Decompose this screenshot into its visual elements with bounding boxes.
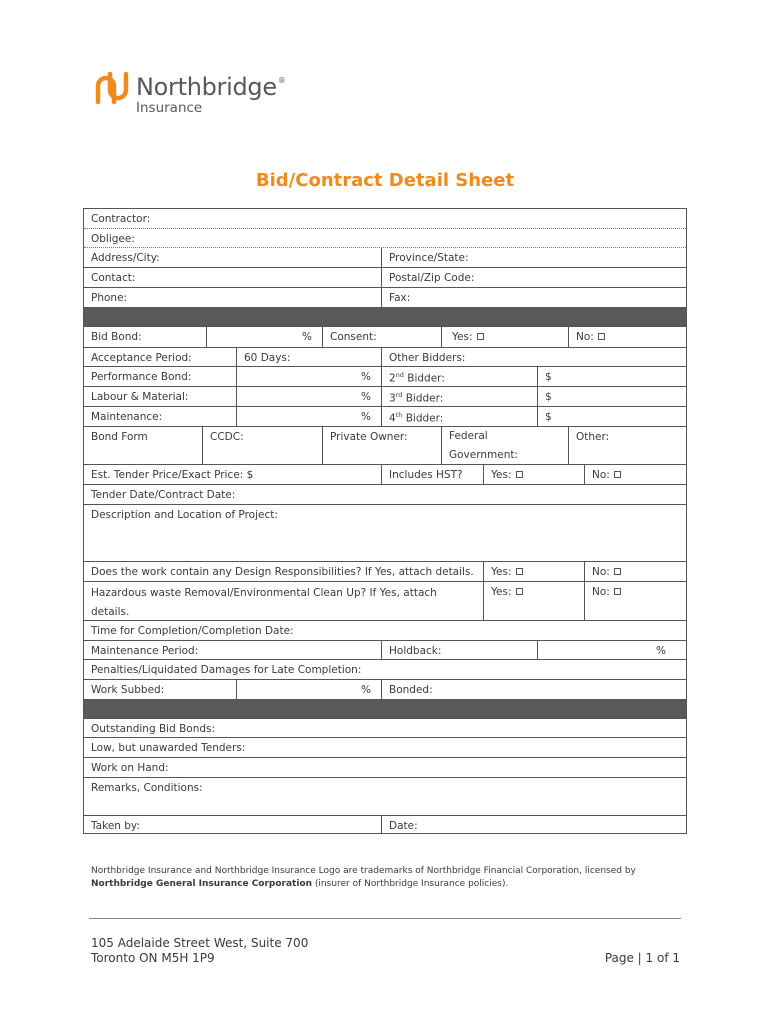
includes-hst-label: Includes HST? xyxy=(381,465,483,484)
hazardous-label: Hazardous waste Removal/Environmental Clean Up? If Yes, attach details. xyxy=(91,587,437,618)
section-divider xyxy=(84,308,686,327)
maintenance-percent[interactable]: % xyxy=(236,407,381,426)
description-field[interactable]: Description and Location of Project: xyxy=(91,509,278,521)
consent-label: Consent: xyxy=(322,327,441,347)
tender-price-field[interactable]: Est. Tender Price/Exact Price: $ xyxy=(91,469,254,481)
northbridge-logo-icon xyxy=(94,70,130,106)
tender-date-row xyxy=(84,485,686,505)
bond-form-label: Bond Form xyxy=(91,431,148,443)
bidder-4-label: 4th Bidder: xyxy=(381,407,537,426)
section-divider xyxy=(84,700,686,719)
bid-bond-label: Bid Bond: xyxy=(91,331,142,343)
obligee-row xyxy=(84,229,686,248)
design-yes[interactable]: Yes: xyxy=(483,562,584,581)
northbridge-logo xyxy=(94,70,314,120)
design-resp-label: Does the work contain any Design Responsibilities? If Yes, attach details. xyxy=(91,566,474,578)
tender-price-row xyxy=(84,465,686,485)
work-on-hand-field[interactable]: Work on Hand: xyxy=(91,762,169,774)
design-no[interactable]: No: xyxy=(584,562,686,581)
low-unawarded-field[interactable]: Low, but unawarded Tenders: xyxy=(91,742,246,754)
maintenance-row xyxy=(84,407,686,427)
bid-bond-row xyxy=(84,327,686,348)
labour-row xyxy=(84,387,686,407)
hazardous-row xyxy=(84,582,686,621)
work-subbed-label: Work Subbed: xyxy=(91,684,165,696)
performance-row xyxy=(84,367,686,387)
description-row xyxy=(84,505,686,562)
bidder-3-label: 3rd Bidder: xyxy=(381,387,537,406)
sixty-days-field[interactable]: 60 Days: xyxy=(236,348,381,366)
contact-row xyxy=(84,268,686,288)
checkbox-icon[interactable] xyxy=(516,588,523,595)
bond-form-row xyxy=(84,427,686,465)
checkbox-icon[interactable] xyxy=(598,333,605,340)
consent-no[interactable]: No: xyxy=(568,327,686,347)
performance-percent[interactable]: % xyxy=(236,367,381,386)
penalties-row xyxy=(84,660,686,680)
other-bidders-label: Other Bidders: xyxy=(381,348,686,366)
federal-government-field[interactable]: Federal Government: xyxy=(441,427,568,464)
tender-date-field[interactable]: Tender Date/Contract Date: xyxy=(91,489,236,501)
logo-wordmark: Northbridge® xyxy=(136,73,286,101)
completion-row xyxy=(84,621,686,641)
penalties-field[interactable]: Penalties/Liquidated Damages for Late Completion: xyxy=(91,664,362,676)
checkbox-icon[interactable] xyxy=(614,471,621,478)
outstanding-field[interactable]: Outstanding Bid Bonds: xyxy=(91,723,216,735)
hst-yes[interactable]: Yes: xyxy=(483,465,584,484)
province-field[interactable]: Province/State: xyxy=(381,248,686,267)
checkbox-icon[interactable] xyxy=(477,333,484,340)
footer-divider xyxy=(89,918,681,919)
phone-field[interactable]: Phone: xyxy=(91,292,128,304)
date-field[interactable]: Date: xyxy=(381,816,686,834)
labour-label: Labour & Material: xyxy=(91,391,189,403)
taken-by-field[interactable]: Taken by: xyxy=(91,820,140,832)
phone-row xyxy=(84,288,686,308)
bid-contract-form xyxy=(83,208,687,834)
address-row xyxy=(84,248,686,268)
remarks-field[interactable]: Remarks, Conditions: xyxy=(91,782,203,794)
design-resp-row xyxy=(84,562,686,582)
contact-field[interactable]: Contact: xyxy=(91,272,136,284)
maintenance-label: Maintenance: xyxy=(91,411,163,423)
fax-field[interactable]: Fax: xyxy=(381,288,686,307)
holdback-percent[interactable]: % xyxy=(537,641,686,659)
checkbox-icon[interactable] xyxy=(516,471,523,478)
ccdc-field[interactable]: CCDC: xyxy=(202,427,322,464)
labour-percent[interactable]: % xyxy=(236,387,381,406)
maintenance-period-field[interactable]: Maintenance Period: xyxy=(91,645,199,657)
completion-field[interactable]: Time for Completion/Completion Date: xyxy=(91,625,294,637)
checkbox-icon[interactable] xyxy=(614,568,621,575)
page-number: Page | 1 of 1 xyxy=(604,951,680,965)
acceptance-label: Acceptance Period: xyxy=(91,352,192,364)
checkbox-icon[interactable] xyxy=(614,588,621,595)
contractor-field[interactable]: Contractor: xyxy=(91,213,151,225)
performance-label: Performance Bond: xyxy=(91,371,192,383)
low-unawarded-row xyxy=(84,738,686,758)
maintenance-period-row xyxy=(84,641,686,660)
postal-field[interactable]: Postal/Zip Code: xyxy=(381,268,686,287)
taken-by-row xyxy=(84,816,686,834)
hazardous-no[interactable]: No: xyxy=(584,582,686,620)
address-field[interactable]: Address/City: xyxy=(91,252,160,264)
bid-bond-percent[interactable]: % xyxy=(206,327,322,347)
consent-yes[interactable]: Yes: xyxy=(441,327,568,347)
holdback-label: Holdback: xyxy=(381,641,537,659)
bidder-4-amount[interactable]: $ xyxy=(537,407,686,426)
bonded-field[interactable]: Bonded: xyxy=(381,680,686,699)
logo-subtitle: Insurance xyxy=(136,100,203,116)
work-subbed-percent[interactable]: % xyxy=(236,680,381,699)
private-owner-field[interactable]: Private Owner: xyxy=(322,427,441,464)
outstanding-row xyxy=(84,719,686,738)
checkbox-icon[interactable] xyxy=(516,568,523,575)
bidder-2-label: 2nd Bidder: xyxy=(381,367,537,386)
acceptance-row xyxy=(84,348,686,367)
work-on-hand-row xyxy=(84,758,686,778)
bidder-2-amount[interactable]: $ xyxy=(537,367,686,386)
obligee-field[interactable]: Obligee: xyxy=(91,233,135,245)
footer-address: 105 Adelaide Street West, Suite 700 Toronto ON M5H 1P9 xyxy=(91,936,309,965)
hazardous-yes[interactable]: Yes: xyxy=(483,582,584,620)
bidder-3-amount[interactable]: $ xyxy=(537,387,686,406)
hst-no[interactable]: No: xyxy=(584,465,686,484)
remarks-row xyxy=(84,778,686,816)
contractor-row xyxy=(84,209,686,229)
page-title: Bid/Contract Detail Sheet xyxy=(255,170,515,191)
other-field[interactable]: Other: xyxy=(568,427,686,464)
work-subbed-row xyxy=(84,680,686,700)
trademark-notice: Northbridge Insurance and Northbridge Insurance Logo are trademarks of Northbridge Financial Corporation, licensed by Northbridge General Insurance Corporation (insurer of Northbridge Insurance policies). xyxy=(91,866,636,889)
